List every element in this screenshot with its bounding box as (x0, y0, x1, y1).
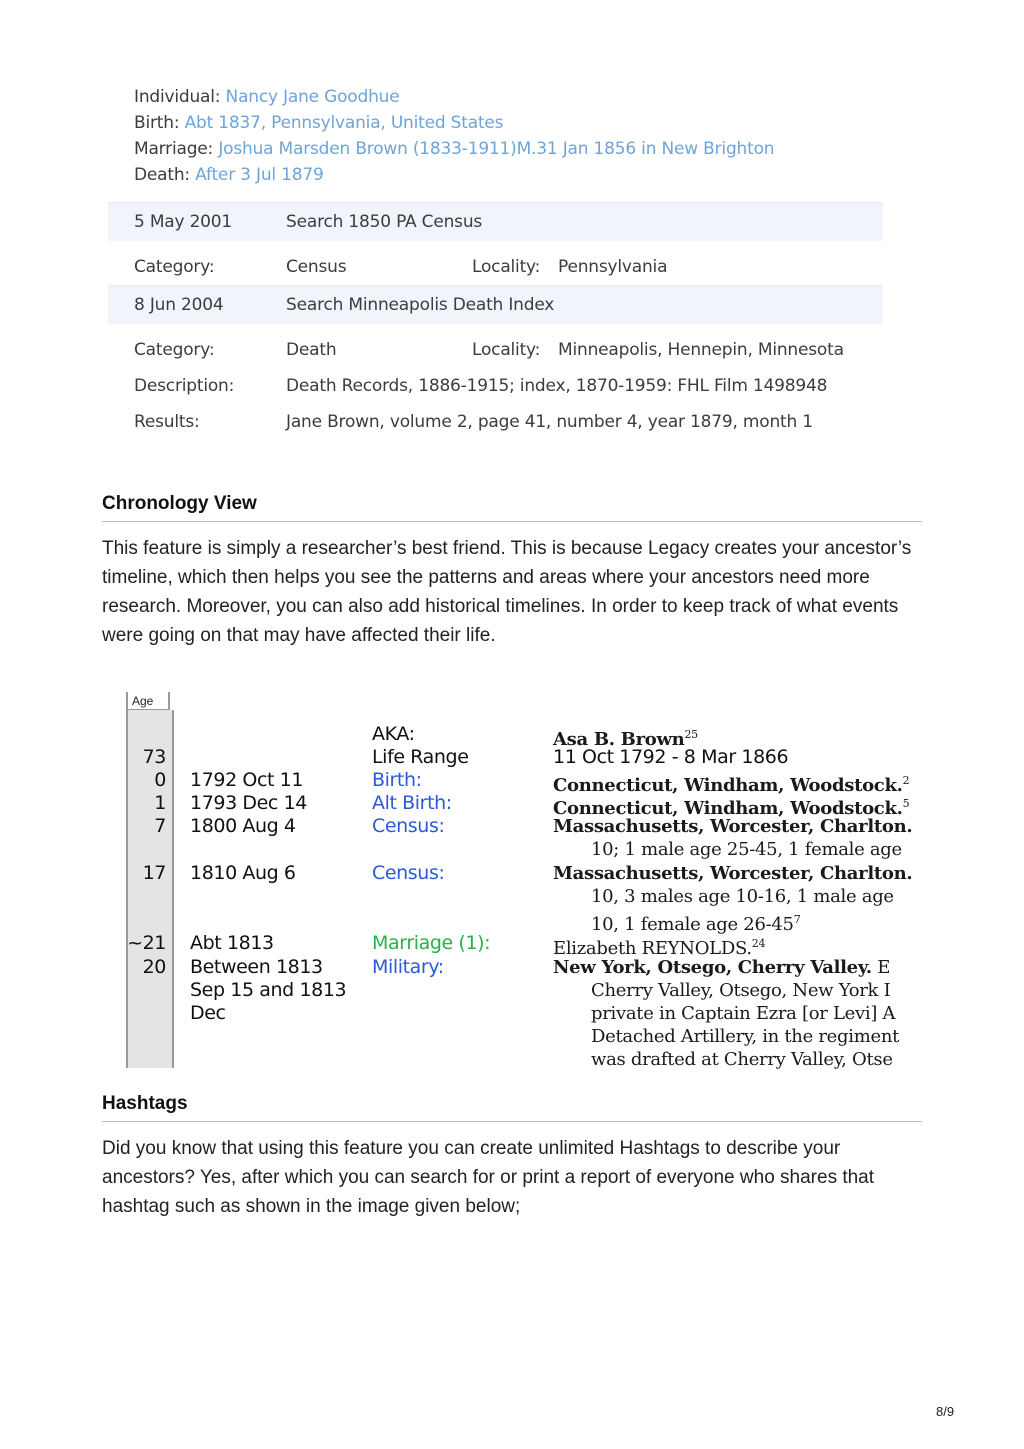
log-entry-header[interactable] (108, 285, 883, 324)
hashtags-paragraph: Did you know that using this feature you can create unlimited Hashtags to describe your ancestors? Yes, after which you can search for or print a report of everyone who shares that hashtag such as shown in the image given below; (102, 1138, 875, 1217)
chrono-detail: New York, Otsego, Cherry Valley. E (553, 957, 891, 978)
log-entry-category-row (108, 249, 883, 285)
chrono-date: 1810 Aug 6 (190, 862, 296, 884)
chrono-detail: Connecticut, Windham, Woodstock.$^5$ (553, 797, 910, 819)
description-value: Death Records, 1886-1915; index, 1870-1959: FHL Film 1498948 (286, 376, 828, 396)
chrono-age: 20 (142, 956, 166, 978)
locality-label: Locality: (472, 257, 541, 277)
chrono-event-label[interactable]: Census: (372, 862, 445, 884)
chrono-date: 1792 Oct 11 (190, 769, 304, 791)
chrono-detail-continued: Detached Artillery, in the regiment (591, 1026, 900, 1047)
chrono-detail: Elizabeth REYNOLDS.$^{24}$ (553, 937, 766, 959)
death-link[interactable]: After 3 Jul 1879 (195, 165, 324, 185)
locality-label: Locality: (472, 340, 541, 360)
chrono-date: 1793 Dec 14 (190, 792, 307, 814)
individual-label: Individual: (134, 87, 221, 107)
chrono-detail-continued: was drafted at Cherry Valley, Otse (591, 1049, 893, 1070)
chrono-age: ~21 (127, 932, 166, 954)
results-value: Jane Brown, volume 2, page 41, number 4, year 1879, month 1 (286, 412, 813, 432)
chrono-detail: Connecticut, Windham, Woodstock.$^2$ (553, 774, 910, 796)
chrono-detail-continued: private in Captain Ezra [or Levi] A (591, 1003, 896, 1024)
chrono-detail: Massachusetts, Worcester, Charlton. (553, 816, 913, 837)
log-entry-results-row (108, 404, 883, 440)
chrono-date: 1800 Aug 4 (190, 815, 296, 837)
chronology-view-paragraph: This feature is simply a researcher’s best friend. This is because Legacy creates your ancestor’s timeline, which then helps you see the patterns and areas where your ancestors need more research. Moreover, you can also add historical timelines. In order to keep track of what events were going on that may have affected their life. (102, 538, 912, 646)
chrono-detail-continued: Cherry Valley, Otsego, New York I (591, 980, 891, 1001)
log-entry-title: Search 1850 PA Census (286, 212, 483, 232)
death-line (108, 162, 883, 188)
marriage-line (108, 136, 883, 162)
chrono-age: 0 (154, 769, 166, 791)
death-label: Death: (134, 165, 190, 185)
birth-line (108, 110, 883, 136)
chrono-detail-continued: 10, 1 female age $26-45^7$ (591, 913, 801, 935)
marriage-label: Marriage: (134, 139, 214, 159)
chrono-event-label[interactable]: Census: (372, 815, 445, 837)
chrono-age: 73 (142, 746, 166, 768)
chrono-detail-continued: 10, 3 males age 10-16, 1 male age (591, 886, 894, 907)
page-number: 8/9 (936, 1404, 955, 1419)
chrono-detail: 11 Oct 1792 - 8 Mar 1866 (553, 746, 789, 768)
chrono-date-continued: Sep 15 and 1813 (190, 979, 347, 1001)
chronology-view-heading: Chronology View (102, 493, 922, 522)
chrono-event-label[interactable]: Military: (372, 956, 444, 978)
chrono-event-label[interactable]: Marriage (1): (372, 932, 491, 954)
category-value: Census (286, 257, 347, 277)
category-label: Category: (134, 340, 215, 360)
chrono-date: Abt 1813 (190, 932, 274, 954)
log-entry-date: 5 May 2001 (134, 212, 233, 232)
birth-link[interactable]: Abt 1837, Pennsylvania, United States (184, 113, 504, 133)
chrono-date: Between 1813 (190, 956, 323, 978)
chrono-detail: Asa B. Brown$^{25}$ (553, 728, 698, 750)
category-value: Death (286, 340, 337, 360)
chronology-screenshot (118, 686, 913, 1070)
log-entry-title: Search Minneapolis Death Index (286, 295, 555, 315)
locality-value: Pennsylvania (558, 257, 668, 277)
individual-summary (108, 84, 883, 188)
locality-value: Minneapolis, Hennepin, Minnesota (558, 340, 844, 360)
chrono-event-label[interactable]: Birth: (372, 769, 422, 791)
description-label: Description: (134, 376, 235, 396)
individual-line (108, 84, 883, 110)
research-log-screenshot (108, 84, 883, 440)
log-entry-date: 8 Jun 2004 (134, 295, 224, 315)
hashtags-heading: Hashtags (102, 1093, 922, 1122)
chrono-event-label: AKA: (372, 723, 415, 745)
chrono-age: 1 (154, 792, 166, 814)
marriage-link[interactable]: Joshua Marsden Brown (1833-1911)M.31 Jan 1856 in New Brighton (218, 139, 775, 159)
log-entry-description-row (108, 368, 883, 404)
log-entry-header[interactable] (108, 202, 883, 241)
chrono-detail: Massachusetts, Worcester, Charlton. (553, 863, 913, 884)
chrono-age: 7 (154, 815, 166, 837)
chrono-detail-continued: 10; 1 male age 25-45, 1 female age (591, 839, 902, 860)
age-column-header[interactable]: Age (126, 692, 170, 710)
results-label: Results: (134, 412, 200, 432)
birth-label: Birth: (134, 113, 180, 133)
chrono-event-label[interactable]: Alt Birth: (372, 792, 452, 814)
individual-link[interactable]: Nancy Jane Goodhue (225, 87, 400, 107)
chrono-event-label: Life Range (372, 746, 469, 768)
category-label: Category: (134, 257, 215, 277)
chrono-age: 17 (142, 862, 166, 884)
chrono-date-continued: Dec (190, 1002, 226, 1024)
log-entry-category-row (108, 332, 883, 368)
